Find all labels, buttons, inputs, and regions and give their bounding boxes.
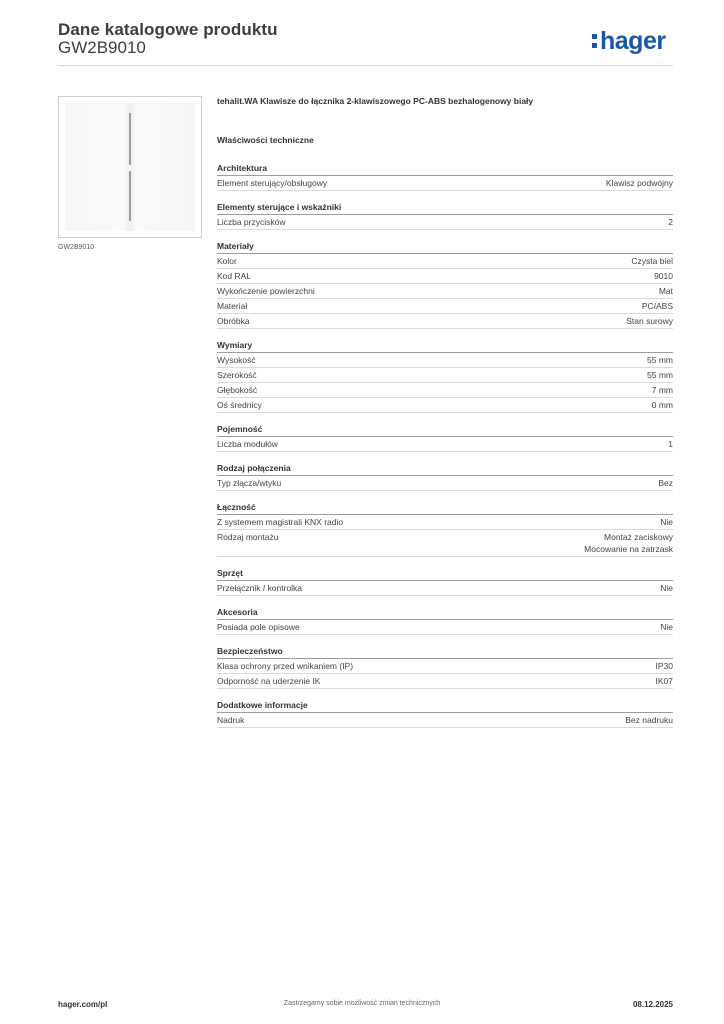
property-value bbox=[652, 399, 673, 411]
rocker-switch-icon bbox=[65, 103, 195, 231]
property-value-line: Bez nadruku bbox=[625, 715, 673, 725]
property-label: Odporność na uderzenie IK bbox=[217, 676, 321, 686]
property-label: Szerokość bbox=[217, 370, 257, 380]
property-row bbox=[217, 269, 673, 284]
property-value bbox=[606, 177, 673, 189]
property-value-line: Mocowanie na zatrzask bbox=[584, 544, 673, 554]
property-value-line: IP30 bbox=[655, 661, 673, 671]
property-value bbox=[647, 369, 673, 381]
property-row bbox=[217, 215, 673, 230]
property-row bbox=[217, 254, 673, 269]
property-section bbox=[217, 501, 673, 557]
property-value-line: 55 mm bbox=[647, 370, 673, 380]
property-label: Wysokość bbox=[217, 355, 256, 365]
image-caption: GW2B9010 bbox=[58, 244, 95, 251]
property-row bbox=[217, 353, 673, 368]
property-value-line: Nie bbox=[660, 622, 673, 632]
property-value-line: Nie bbox=[660, 517, 673, 527]
hager-logo[interactable] bbox=[592, 27, 666, 55]
property-value bbox=[668, 438, 673, 450]
property-section bbox=[217, 645, 673, 689]
section-title: Sprzęt bbox=[217, 567, 673, 581]
property-label: Liczba modułów bbox=[217, 439, 278, 449]
property-value-line: Czysta biel bbox=[631, 256, 673, 266]
property-label: Kod RAL bbox=[217, 271, 252, 281]
property-section bbox=[217, 606, 673, 635]
property-label: Przełącznik / kontrolka bbox=[217, 583, 303, 593]
property-value bbox=[660, 621, 673, 633]
logo-colon-icon bbox=[592, 29, 599, 51]
property-value-line: Mat bbox=[658, 286, 673, 296]
property-label: Klasa ochrony przed wnikaniem (IP) bbox=[217, 661, 354, 671]
property-value bbox=[625, 714, 673, 726]
property-row bbox=[217, 437, 673, 452]
section-title: Łączność bbox=[217, 501, 673, 515]
property-row bbox=[217, 299, 673, 314]
document-title: Dane katalogowe produktu bbox=[58, 20, 278, 39]
property-value-line: Stan surowy bbox=[626, 316, 673, 326]
product-code: GW2B9010 bbox=[58, 38, 146, 57]
property-sections bbox=[217, 162, 673, 728]
property-section bbox=[217, 201, 673, 230]
property-row bbox=[217, 659, 673, 674]
property-value-line: 1 bbox=[668, 439, 673, 449]
property-row bbox=[217, 530, 673, 557]
property-row bbox=[217, 476, 673, 491]
property-label: Typ złącza/wtyku bbox=[217, 478, 282, 488]
property-value-line: PC/ABS bbox=[641, 301, 673, 311]
property-value bbox=[656, 675, 674, 687]
product-image bbox=[58, 96, 202, 238]
property-value-line: Nie bbox=[660, 583, 673, 593]
property-row bbox=[217, 713, 673, 728]
property-label: Materiał bbox=[217, 301, 248, 311]
property-section bbox=[217, 339, 673, 413]
property-value-line: 7 mm bbox=[651, 385, 673, 395]
property-row bbox=[217, 383, 673, 398]
property-row bbox=[217, 620, 673, 635]
property-section bbox=[217, 567, 673, 596]
footer-disclaimer: Zastrzegamy sobie możliwość zmian technicznych bbox=[283, 1000, 441, 1007]
property-value-line: IK07 bbox=[655, 676, 673, 686]
property-label: Liczba przycisków bbox=[217, 217, 286, 227]
property-row bbox=[217, 581, 673, 596]
section-title: Pojemność bbox=[217, 423, 673, 437]
property-value bbox=[659, 285, 673, 297]
property-value-line: 0 mm bbox=[651, 400, 673, 410]
section-title: Bezpieczeństwo bbox=[217, 645, 673, 659]
property-value bbox=[584, 531, 673, 555]
property-value bbox=[642, 300, 673, 312]
property-label: Wykończenie powierzchni bbox=[217, 286, 315, 296]
section-title: Rodzaj połączenia bbox=[217, 462, 673, 476]
section-title: Architektura bbox=[217, 162, 673, 176]
property-row bbox=[217, 314, 673, 329]
property-value bbox=[654, 270, 673, 282]
property-value-line: 2 bbox=[668, 217, 673, 227]
property-row bbox=[217, 368, 673, 383]
property-row bbox=[217, 515, 673, 530]
property-row bbox=[217, 176, 673, 191]
property-row bbox=[217, 284, 673, 299]
logo-text: hager bbox=[600, 27, 666, 55]
property-value-line: Bez bbox=[658, 478, 673, 488]
property-value bbox=[652, 384, 673, 396]
section-title: Akcesoria bbox=[217, 606, 673, 620]
property-section bbox=[217, 162, 673, 191]
footer-website[interactable]: hager.com/pl bbox=[58, 1000, 108, 1009]
property-value-line: Montaż zaciskowy bbox=[604, 532, 673, 542]
property-value bbox=[658, 477, 673, 489]
property-value bbox=[668, 216, 673, 228]
property-row bbox=[217, 398, 673, 413]
property-value bbox=[631, 255, 673, 267]
property-section bbox=[217, 699, 673, 728]
property-value bbox=[656, 660, 674, 672]
property-section bbox=[217, 240, 673, 329]
property-value-line: Klawisz podwójny bbox=[605, 178, 673, 188]
property-value bbox=[660, 582, 673, 594]
property-label: Nadruk bbox=[217, 715, 245, 725]
property-label: Obróbka bbox=[217, 316, 250, 326]
property-section bbox=[217, 423, 673, 452]
property-value bbox=[660, 516, 673, 528]
property-label: Rodzaj montażu bbox=[217, 532, 279, 542]
properties-title: Właściwości techniczne bbox=[217, 135, 314, 145]
section-title: Wymiary bbox=[217, 339, 673, 353]
header-divider bbox=[58, 65, 673, 66]
property-label: Głębokość bbox=[217, 385, 258, 395]
product-description: tehalit.WA Klawisze do łącznika 2-klawiszowego PC-ABS bezhalogenowy biały bbox=[217, 96, 534, 106]
property-value-line: 9010 bbox=[654, 271, 673, 281]
property-label: Kolor bbox=[217, 256, 237, 266]
property-label: Oś średnicy bbox=[217, 400, 262, 410]
section-title: Dodatkowe informacje bbox=[217, 699, 673, 713]
property-section bbox=[217, 462, 673, 491]
section-title: Elementy sterujące i wskaźniki bbox=[217, 201, 673, 215]
property-label: Z systemem magistrali KNX radio bbox=[217, 517, 344, 527]
property-value bbox=[647, 354, 673, 366]
property-row bbox=[217, 674, 673, 689]
section-title: Materiały bbox=[217, 240, 673, 254]
footer-date: 08.12.2025 bbox=[632, 1000, 673, 1009]
property-label: Element sterujący/obsługowy bbox=[217, 178, 328, 188]
content bbox=[217, 95, 673, 738]
property-value bbox=[626, 315, 673, 327]
property-value-line: 55 mm bbox=[647, 355, 673, 365]
property-label: Posiada pole opisowe bbox=[217, 622, 300, 632]
